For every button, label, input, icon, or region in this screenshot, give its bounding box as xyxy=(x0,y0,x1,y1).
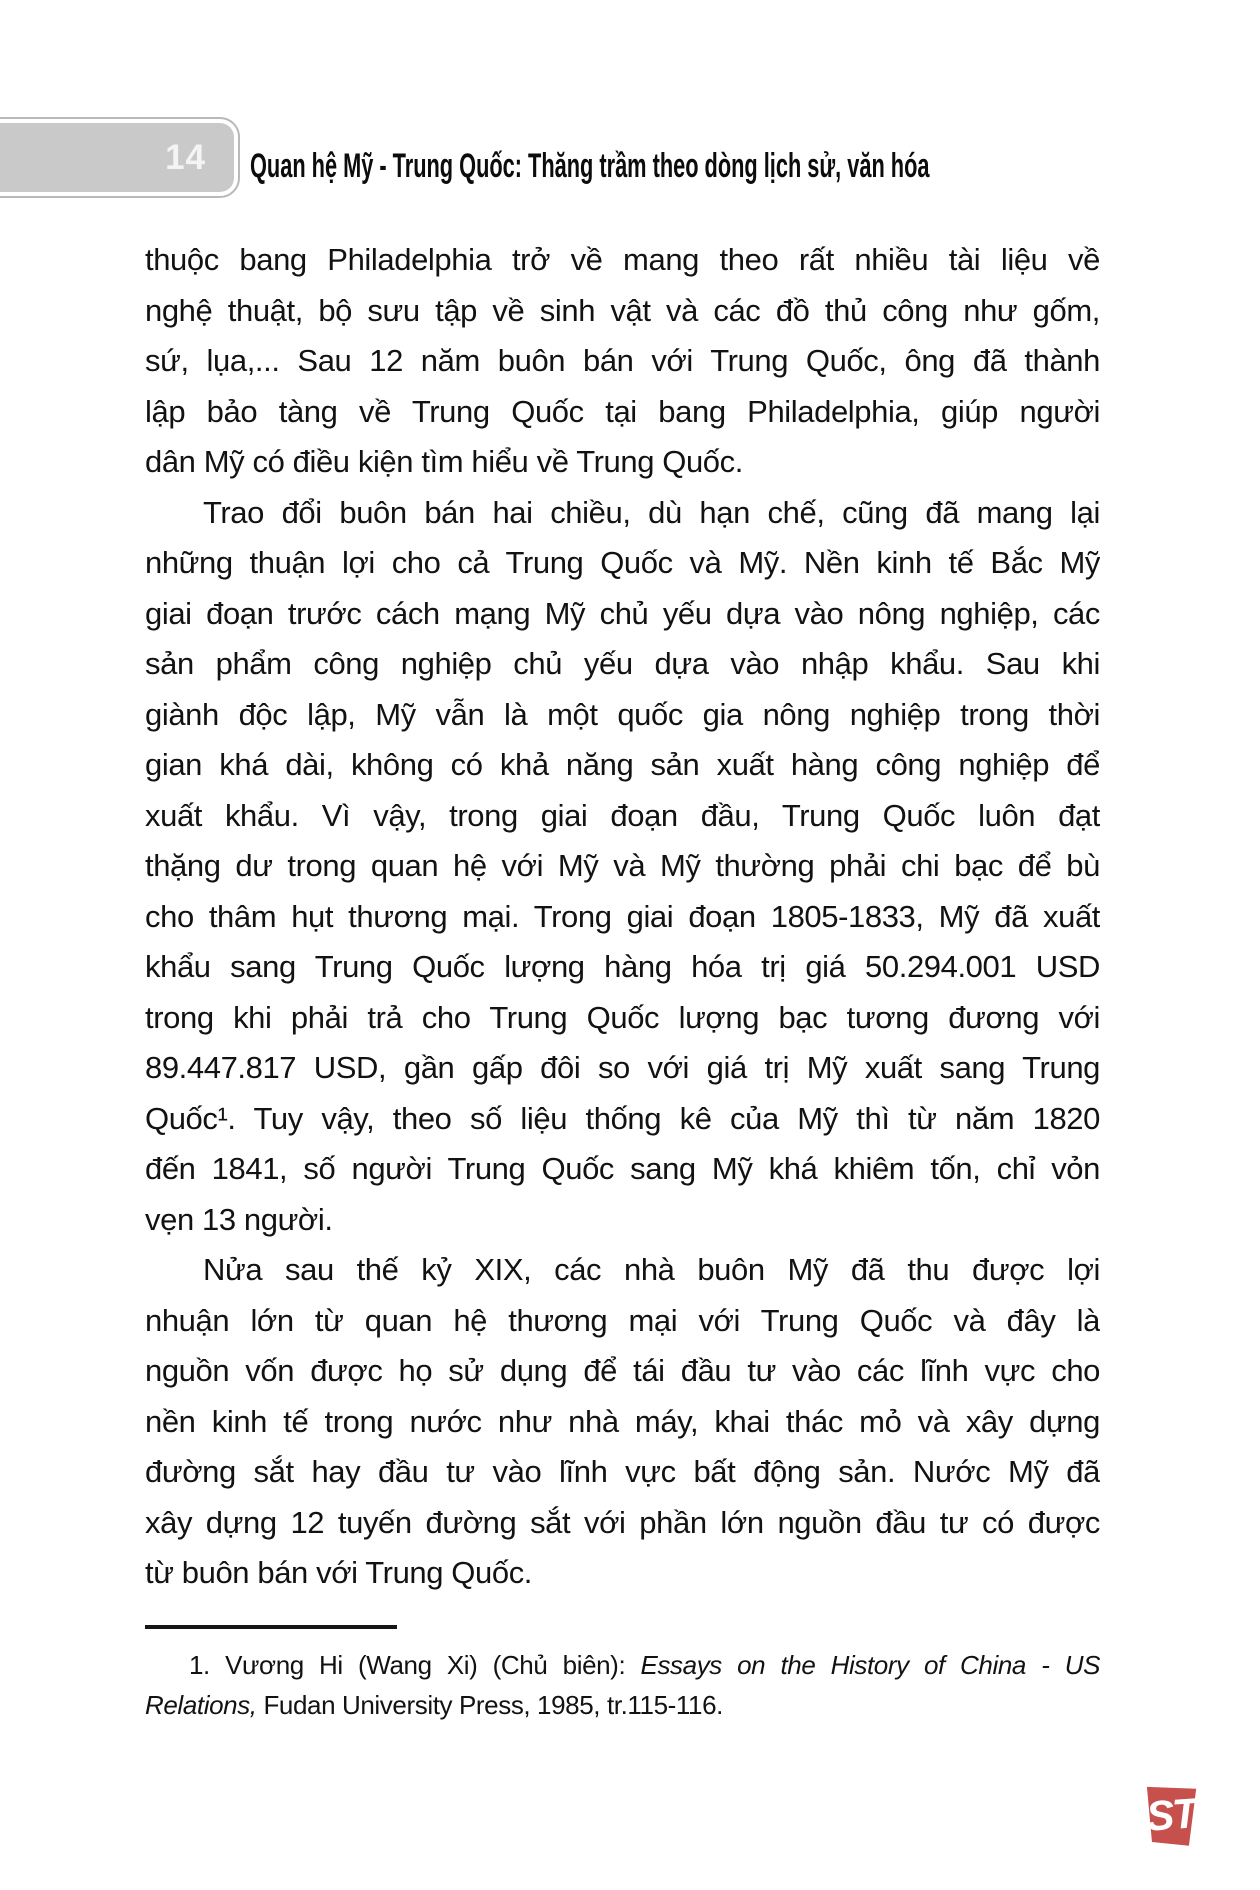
body-line: dân Mỹ có điều kiện tìm hiểu về Trung Quốc. xyxy=(145,444,743,479)
body-line: những thuận lợi cho cả Trung Quốc và Mỹ. Nền kinh tế Bắc Mỹ xyxy=(145,545,1100,580)
body-line: đến 1841, số người Trung Quốc sang Mỹ khá khiêm tốn, chỉ vỏn xyxy=(145,1151,1100,1186)
footnote xyxy=(145,1645,1100,1725)
body-line: khẩu sang Trung Quốc lượng hàng hóa trị giá 50.294.001 USD xyxy=(145,949,1100,984)
body-line: trong khi phải trả cho Trung Quốc lượng bạc tương đương với xyxy=(145,999,1100,1035)
body-line: nguồn vốn được họ sử dụng để tái đầu tư vào các lĩnh vực cho xyxy=(145,1353,1100,1388)
page-number: 14 xyxy=(165,137,206,177)
page-number-tab xyxy=(0,117,240,198)
body-text xyxy=(145,235,1100,1599)
body-line: nghệ thuật, bộ sưu tập về sinh vật và các đồ thủ công như gốm, xyxy=(145,292,1100,328)
footnote-run-italic: Essays on the History of China - US xyxy=(640,1650,1100,1680)
body-line: xuất khẩu. Vì vậy, trong giai đoạn đầu, Trung Quốc luôn đạt xyxy=(145,797,1100,833)
body-line: gian khá dài, không có khả năng sản xuất hàng công nghiệp để xyxy=(145,747,1100,782)
body-line: giành độc lập, Mỹ vẫn là một quốc gia nông nghiệp trong thời xyxy=(145,696,1100,732)
footnote-line xyxy=(145,1685,1100,1725)
body-line: sứ, lụa,... Sau 12 năm buôn bán với Trung Quốc, ông đã thành xyxy=(145,343,1100,378)
footnote-run: Fudan University Press, 1985, tr.115-116. xyxy=(263,1690,724,1720)
body-line: xây dựng 12 tuyến đường sắt với phần lớn nguồn đầu tư có được xyxy=(145,1504,1100,1540)
body-line: 89.447.817 USD, gần gấp đôi so với giá trị Mỹ xuất sang Trung xyxy=(145,1050,1100,1085)
footnote-rule xyxy=(145,1625,397,1629)
body-line: cho thâm hụt thương mại. Trong giai đoạn 1805-1833, Mỹ đã xuất xyxy=(145,898,1100,934)
body-line: thặng dư trong quan hệ với Mỹ và Mỹ thường phải chi bạc để bù xyxy=(145,848,1100,883)
body-line: lập bảo tàng về Trung Quốc tại bang Philadelphia, giúp người xyxy=(145,393,1100,429)
page-number-tab-fill xyxy=(0,123,234,192)
body-line: sản phẩm công nghiệp chủ yếu dựa vào nhập khẩu. Sau khi xyxy=(145,646,1100,681)
body-line: giai đoạn trước cách mạng Mỹ chủ yếu dựa vào nông nghiệp, các xyxy=(145,595,1100,631)
footnote-run: 1. Vương Hi (Wang Xi) (Chủ biên): xyxy=(189,1650,641,1680)
body-line: từ buôn bán với Trung Quốc. xyxy=(145,1555,533,1590)
body-line: Nửa sau thế kỷ XIX, các nhà buôn Mỹ đã thu được lợi xyxy=(203,1252,1100,1287)
body-line: thuộc bang Philadelphia trở về mang theo rất nhiều tài liệu về xyxy=(145,242,1100,277)
body-line: Quốc¹. Tuy vậy, theo số liệu thống kê của Mỹ thì từ năm 1820 xyxy=(145,1100,1100,1136)
publisher-logo xyxy=(1143,1785,1199,1847)
footnote-run-italic: Relations, xyxy=(145,1690,264,1720)
publisher-logo-text: ST xyxy=(1144,1789,1198,1840)
body-line: Trao đổi buôn bán hai chiều, dù hạn chế, cũng đã mang lại xyxy=(203,494,1100,530)
body-line: đường sắt hay đầu tư vào lĩnh vực bất động sản. Nước Mỹ đã xyxy=(145,1454,1100,1489)
body-line: vẹn 13 người. xyxy=(145,1201,333,1237)
body-line: nhuận lớn từ quan hệ thương mại với Trung Quốc và đây là xyxy=(145,1302,1100,1338)
footnote-line xyxy=(145,1645,1100,1685)
running-title: Quan hệ Mỹ - Trung Quốc: Thăng trầm theo dòng lịch sử, văn hóa xyxy=(250,147,930,185)
body-line: nền kinh tế trong nước như nhà máy, khai thác mỏ và xây dựng xyxy=(145,1403,1100,1439)
